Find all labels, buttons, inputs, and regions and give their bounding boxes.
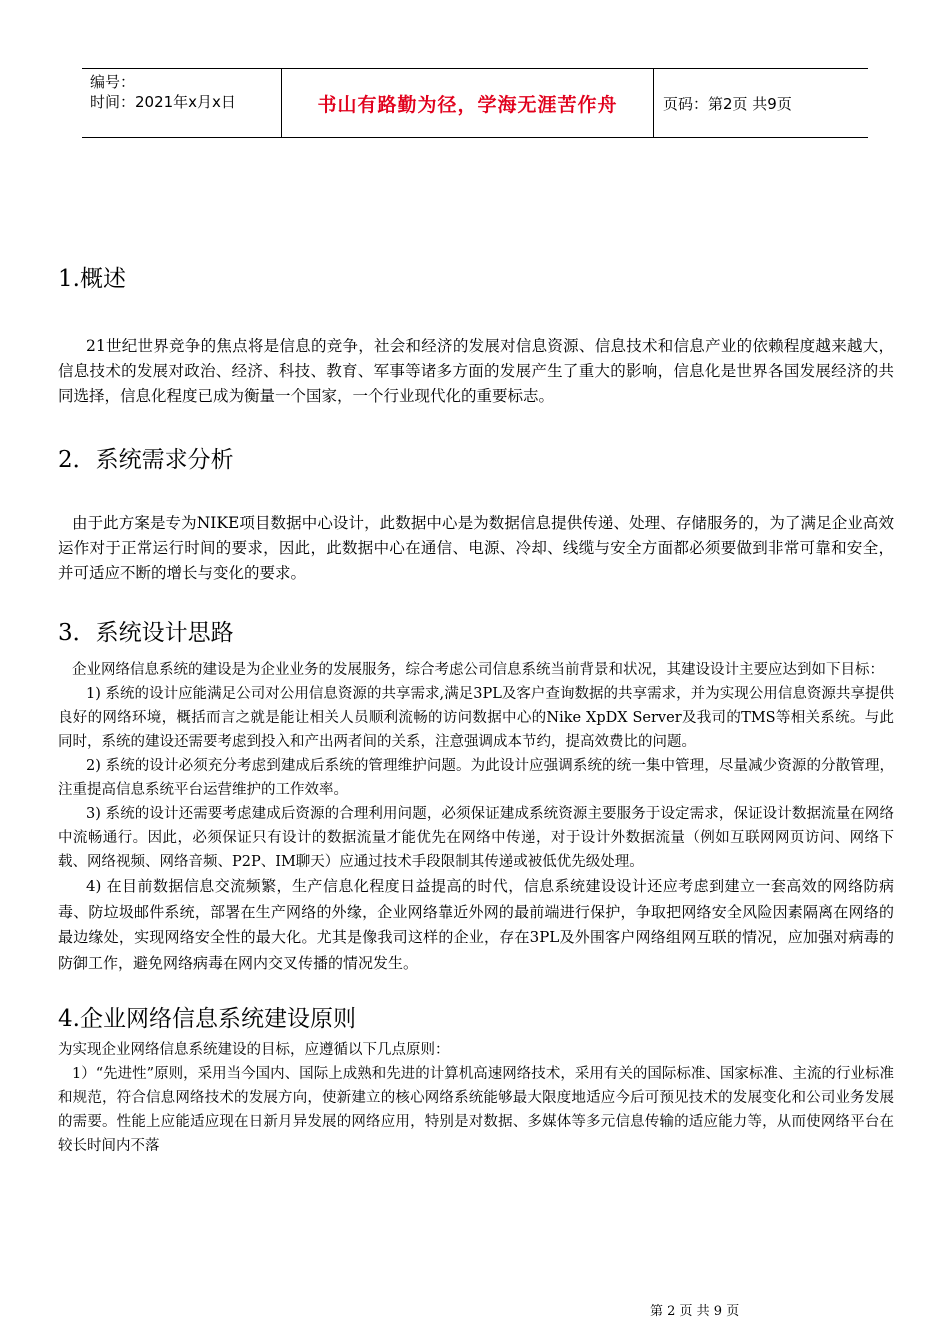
list-item: 2) 系统的设计必须充分考虑到建成后系统的管理维护问题。为此设计应强调系统的统一集中管理，尽量减少资源的分散管理，注重提高信息系统平台运营维护的工作效率。 <box>58 758 894 798</box>
section-heading-principles: 4.企业网络信息系统建设原则 <box>58 1006 356 1032</box>
document-body <box>58 262 894 1158</box>
section-heading-design: 3．系统设计思路 <box>58 620 234 646</box>
list-item: 1）“先进性”原则，采用当今国内、国际上成熟和先进的计算机高速网络技术，采用有关的国际标准、国家标准、主流的行业标准和规范，符合信息网络技术的发展方向，使新建立的核心网络系统能够最大限度地适应今后可预见技术的发展变化和公司业务发展的需要。性能上应能适应现在日新月异发展的网络应用，特别是对数据、多媒体等多元信息传输的适应能力等，从而使网络平台在较长时间内不落 <box>58 1066 894 1154</box>
document-number-label: 编号： <box>90 73 136 91</box>
list-item: 4) 在目前数据信息交流频繁，生产信息化程度日益提高的时代，信息系统建设设计还应考虑到建立一套高效的网络防病毒、防垃圾邮件系统，部署在生产网络的外缘，企业网络靠近外网的最前端进行保护，争取把网络安全风险因素隔离在网络的最边缘处，实现网络安全性的最大化。尤其是像我司这样的企业，存在3PL及外围客户网络组网互联的情况，应加强对病毒的防御工作，避免网络病毒在网内交叉传播的情况发生。 <box>58 877 894 972</box>
page-header <box>82 68 868 138</box>
paragraph: 企业网络信息系统的建设是为企业业务的发展服务，综合考虑公司信息系统当前背景和状况，其建设设计主要应达到如下目标： <box>72 662 884 678</box>
section-heading-overview: 1.概述 <box>58 266 126 292</box>
list-item: 1) 系统的设计应能满足公司对公用信息资源的共享需求,满足3PL及客户查询数据的共享需求，并为实现公用信息资源共享提供良好的网络环境，概括而言之就是能让相关人员顺利流畅的访问数据中心的Nike XpDX Server及我司的TMS等相关系统。与此同时，系统的建设还需要考虑到投入和产出两者间的关系，注意强调成本节约，提高效费比的问题。 <box>58 686 894 750</box>
section-heading-requirements: 2．系统需求分析 <box>58 447 234 473</box>
list-item: 3) 系统的设计还需要考虑建成后资源的合理利用问题，必须保证建成系统资源主要服务于设定需求，保证设计数据流量在网络中流畅通行。因此，必须保证只有设计的数据流量才能优先在网络中传递，对于设计外数据流量（例如互联网网页访问、网络下载、网络视频、网络音频、P2P、IM聊天）应通过技术手段限制其传递或被低优先级处理。 <box>58 806 894 870</box>
paragraph: 由于此方案是专为NIKE项目数据中心设计，此数据中心是为数据信息提供传递、处理、存储服务的，为了满足企业高效运作对于正常运行时间的要求，因此，此数据中心在通信、电源、冷却、线缆与安全方面都必须要做到非常可靠和安全，并可适应不断的增长与变化的要求。 <box>58 514 894 582</box>
header-page-number: 页码：第2页 共9页 <box>663 94 792 113</box>
paragraph: 21世纪世界竞争的焦点将是信息的竞争，社会和经济的发展对信息资源、信息技术和信息产业的依赖程度越来越大，信息技术的发展对政治、经济、科技、教育、军事等诸多方面的发展产生了重大的影响，信息化是世界各国发展经济的共同选择，信息化程度已成为衡量一个国家，一个行业现代化的重要标志。 <box>58 337 894 405</box>
document-date-label: 时间：2021年x月x日 <box>90 93 236 111</box>
page-footer: 第 2 页 共 9 页 <box>650 1304 740 1319</box>
paragraph: 为实现企业网络信息系统建设的目标，应遵循以下几点原则： <box>58 1042 450 1058</box>
header-motto: 书山有路勤为径，学海无涯苦作舟 <box>282 69 654 137</box>
header-meta <box>82 69 282 137</box>
